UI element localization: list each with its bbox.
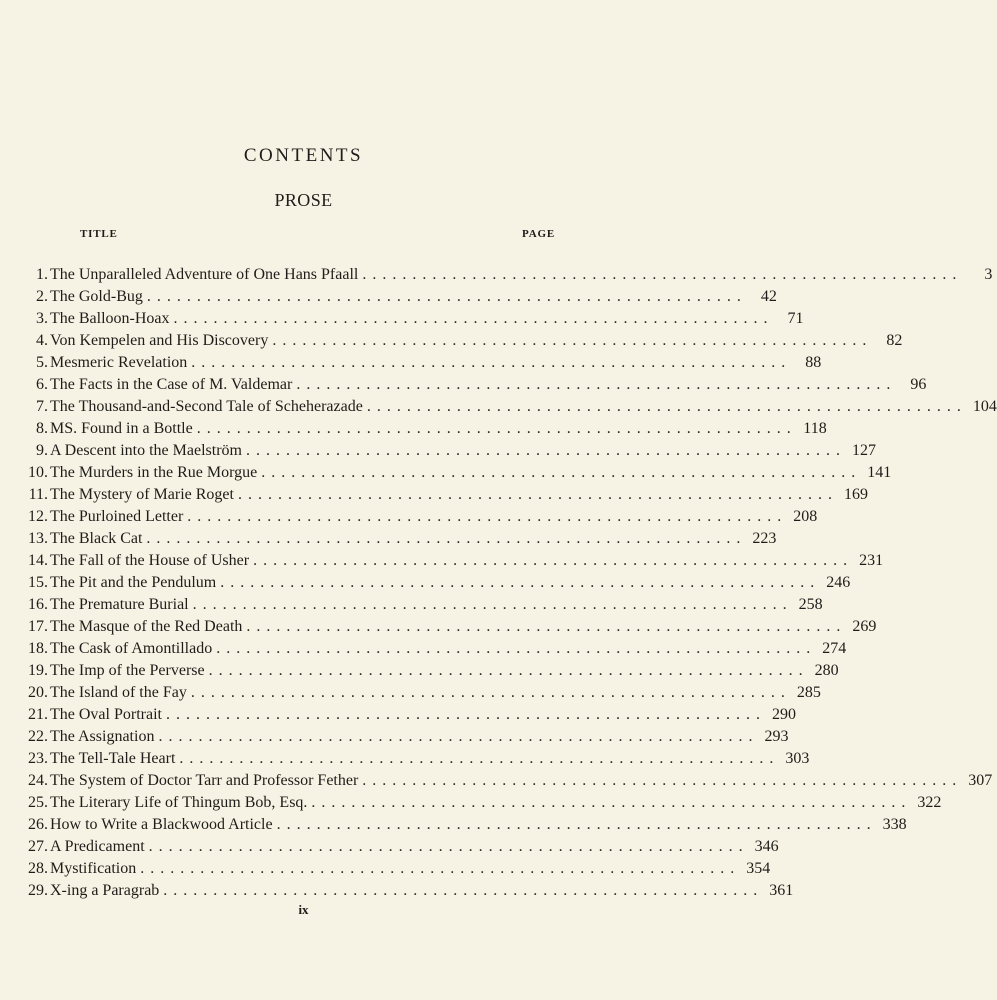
entry-page-number: 96: [910, 376, 927, 393]
entry-title: The Facts in the Case of M. Valdemar: [50, 376, 293, 393]
dot-leader: ............................................................: [245, 442, 846, 459]
dot-leader: ............................................................: [366, 398, 967, 415]
entry-number: 18.: [28, 640, 48, 657]
entry-title: A Descent into the Maelström: [50, 442, 242, 459]
entry-title: Von Kempelen and His Discovery: [50, 332, 269, 349]
entry-title: The Balloon-Hoax: [50, 310, 170, 327]
entry-title: The Tell-Tale Heart: [50, 750, 176, 767]
entry-title: The Unparalleled Adventure of One Hans Pfaall: [50, 266, 359, 283]
entry-page-number: 104: [972, 398, 997, 415]
dot-leader: ............................................................: [165, 706, 766, 723]
entry-number: 2.: [36, 288, 48, 305]
entry-page-number: 71: [787, 310, 804, 327]
entry-title: The Masque of the Red Death: [50, 618, 243, 635]
entry-title: The Purloined Letter: [50, 508, 184, 525]
entry-title: How to Write a Blackwood Article: [50, 816, 273, 833]
toc-entry: [14, 836, 779, 858]
title-column-header: TITLE: [80, 228, 118, 240]
entry-title: The Assignation: [50, 728, 155, 745]
entry-number: 21.: [28, 706, 48, 723]
entry-number: 6.: [36, 376, 48, 393]
dot-leader: ............................................................: [192, 596, 793, 613]
section-heading: PROSE: [274, 190, 333, 210]
dot-leader: ............................................................: [246, 618, 847, 635]
entry-title: The Pit and the Pendulum: [50, 574, 217, 591]
dot-leader: ............................................................: [163, 882, 764, 899]
entry-title: The Gold-Bug: [50, 288, 143, 305]
toc-entry: [14, 264, 993, 286]
entry-number: 1.: [36, 266, 48, 283]
dot-leader: ............................................................: [311, 794, 912, 811]
toc-entry: [14, 286, 777, 308]
page-number: ix: [298, 902, 309, 917]
dot-leader: ............................................................: [148, 838, 749, 855]
dot-leader: ............................................................: [220, 574, 821, 591]
toc-entry: [14, 550, 884, 572]
entry-title: The Literary Life of Thingum Bob, Esq.: [50, 794, 308, 811]
entry-title: The Murders in the Rue Morgue: [50, 464, 258, 481]
contents-heading: CONTENTS: [243, 145, 364, 166]
entry-number: 22.: [28, 728, 48, 745]
entry-page-number: 3: [984, 266, 993, 283]
entry-number: 9.: [36, 442, 48, 459]
entry-title: The System of Doctor Tarr and Professor Fether: [50, 772, 359, 789]
entry-page-number: 88: [805, 354, 822, 371]
entry-page-number: 290: [771, 706, 796, 723]
dot-leader: ............................................................: [187, 508, 788, 525]
toc-entry: [14, 704, 796, 726]
entry-number: 10.: [28, 464, 48, 481]
entry-page-number: 303: [785, 750, 810, 767]
entry-title: The Premature Burial: [50, 596, 189, 613]
page-column-header: PAGE: [522, 228, 555, 240]
toc-entry: [14, 418, 827, 440]
entry-page-number: 322: [917, 794, 942, 811]
entry-number: 15.: [28, 574, 48, 591]
entry-page-number: 169: [843, 486, 868, 503]
entry-number: 16.: [28, 596, 48, 613]
toc-entry: [14, 528, 777, 550]
dot-leader: ............................................................: [196, 420, 797, 437]
entry-page-number: 307: [968, 772, 993, 789]
entry-number: 26.: [28, 816, 48, 833]
entry-page-number: 293: [764, 728, 789, 745]
entry-number: 7.: [36, 398, 48, 415]
entry-title: The Oval Portrait: [50, 706, 162, 723]
toc-entry: [14, 726, 789, 748]
dot-leader: ............................................................: [362, 266, 963, 283]
entry-title: Mystification: [50, 860, 137, 877]
toc-entry: [14, 858, 771, 880]
entry-number: 5.: [36, 354, 48, 371]
dot-leader: ............................................................: [253, 552, 854, 569]
entry-number: 27.: [28, 838, 48, 855]
entry-title: The Island of the Fay: [50, 684, 187, 701]
entry-title: Mesmeric Revelation: [50, 354, 188, 371]
entry-page-number: 231: [859, 552, 884, 569]
toc-entry: [14, 440, 876, 462]
toc-entry: [14, 484, 868, 506]
entry-page-number: 274: [822, 640, 847, 657]
entry-page-number: 82: [886, 332, 903, 349]
dot-leader: ............................................................: [276, 816, 877, 833]
entry-number: 4.: [36, 332, 48, 349]
dot-leader: ............................................................: [190, 684, 791, 701]
entry-page-number: 127: [851, 442, 876, 459]
entry-title: X-ing a Paragrab: [50, 882, 160, 899]
entry-page-number: 269: [852, 618, 877, 635]
dot-leader: ............................................................: [261, 464, 862, 481]
dot-leader: ............................................................: [237, 486, 838, 503]
toc-entry: [14, 814, 907, 836]
dot-leader: ............................................................: [146, 530, 747, 547]
entry-number: 8.: [36, 420, 48, 437]
toc-entry: [14, 308, 804, 330]
entry-page-number: 354: [746, 860, 771, 877]
entry-number: 13.: [28, 530, 48, 547]
toc-entry: [14, 792, 942, 814]
entry-page-number: 223: [752, 530, 777, 547]
toc-entry: [14, 506, 818, 528]
entry-number: 29.: [28, 882, 48, 899]
entry-page-number: 208: [793, 508, 818, 525]
toc-entry: [14, 352, 822, 374]
dot-leader: ............................................................: [362, 772, 963, 789]
dot-leader: ............................................................: [179, 750, 780, 767]
entry-title: The Thousand-and-Second Tale of Scheherazade: [50, 398, 363, 415]
toc-entry: [14, 770, 993, 792]
entry-number: 19.: [28, 662, 48, 679]
toc-entry: [14, 660, 839, 682]
entry-number: 24.: [28, 772, 48, 789]
entry-page-number: 280: [814, 662, 839, 679]
toc-entry: [14, 616, 877, 638]
dot-leader: ............................................................: [208, 662, 809, 679]
entry-title: The Black Cat: [50, 530, 143, 547]
entry-title: The Mystery of Marie Roget: [50, 486, 234, 503]
toc-entry: [14, 374, 927, 396]
entry-page-number: 118: [803, 420, 827, 437]
entry-title: The Imp of the Perverse: [50, 662, 205, 679]
toc-entry: [14, 880, 794, 902]
dot-leader: ............................................................: [191, 354, 792, 371]
entry-number: 20.: [28, 684, 48, 701]
entry-number: 14.: [28, 552, 48, 569]
toc-entry: [14, 330, 903, 352]
entry-title: The Cask of Amontillado: [50, 640, 213, 657]
entry-page-number: 346: [754, 838, 779, 855]
dot-leader: ............................................................: [146, 288, 747, 305]
entry-number: 3.: [36, 310, 48, 327]
toc-entry: [14, 594, 823, 616]
entry-number: 11.: [28, 486, 48, 503]
entry-page-number: 141: [867, 464, 892, 481]
entry-number: 17.: [28, 618, 48, 635]
toc-entry: [14, 682, 821, 704]
entry-page-number: 285: [796, 684, 821, 701]
toc-entry: [14, 396, 997, 418]
entry-title: A Predicament: [50, 838, 145, 855]
entry-number: 25.: [28, 794, 48, 811]
entry-number: 12.: [28, 508, 48, 525]
entry-page-number: 258: [798, 596, 823, 613]
toc-entry: [14, 748, 810, 770]
toc-entry: [14, 638, 847, 660]
entry-page-number: 42: [760, 288, 777, 305]
entry-page-number: 361: [769, 882, 794, 899]
dot-leader: ............................................................: [216, 640, 817, 657]
entry-title: The Fall of the House of Usher: [50, 552, 250, 569]
entry-number: 23.: [28, 750, 48, 767]
dot-leader: ............................................................: [173, 310, 774, 327]
toc-entry: [14, 572, 851, 594]
dot-leader: ............................................................: [140, 860, 741, 877]
entry-page-number: 246: [826, 574, 851, 591]
dot-leader: ............................................................: [158, 728, 759, 745]
dot-leader: ............................................................: [272, 332, 873, 349]
table-of-contents: [14, 264, 997, 902]
entry-title: MS. Found in a Bottle: [50, 420, 193, 437]
entry-number: 28.: [28, 860, 48, 877]
toc-entry: [14, 462, 892, 484]
entry-page-number: 338: [882, 816, 907, 833]
dot-leader: ............................................................: [296, 376, 897, 393]
